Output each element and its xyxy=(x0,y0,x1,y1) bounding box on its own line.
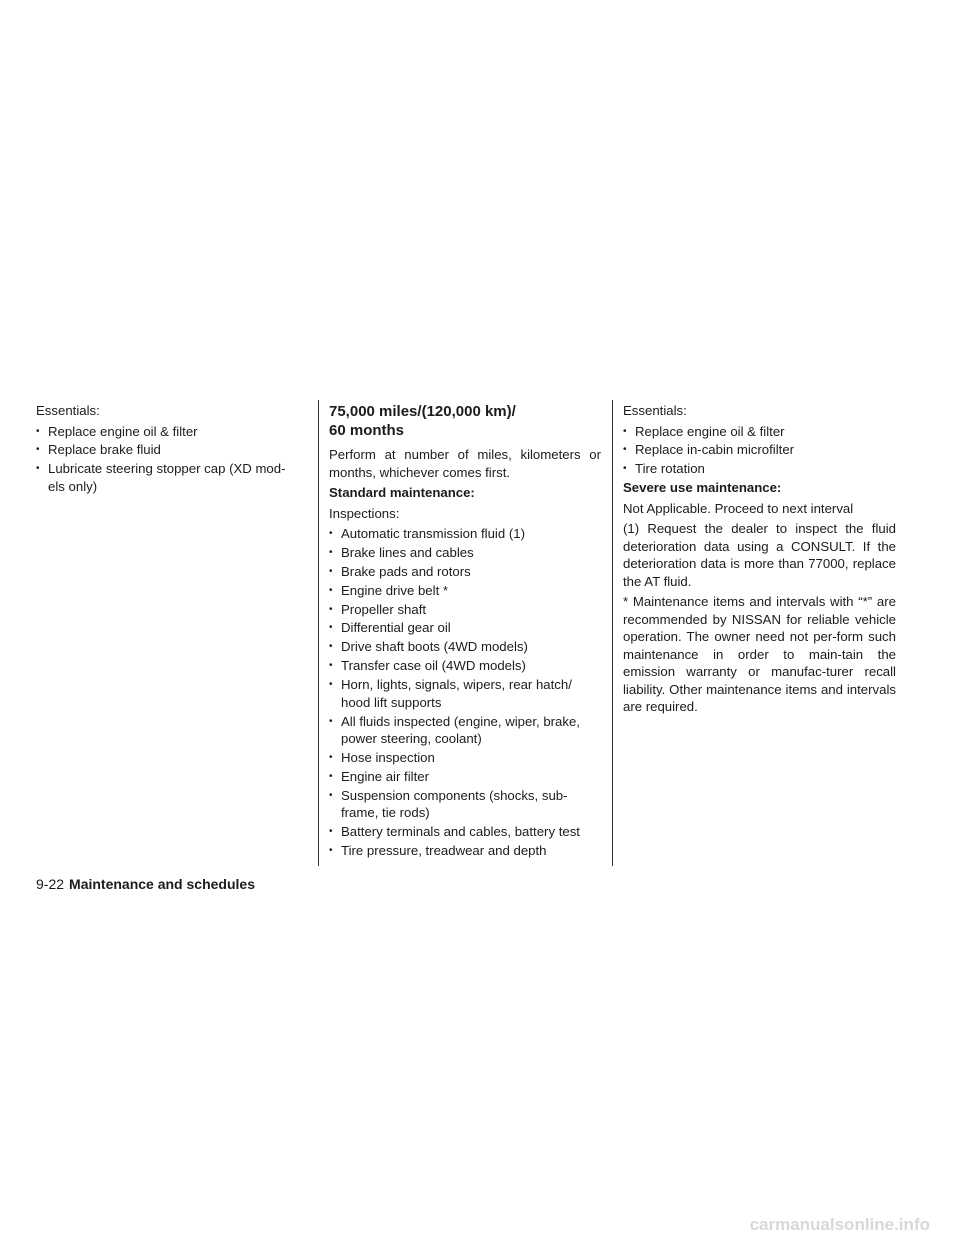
list-item: • Replace engine oil & filter xyxy=(36,423,298,441)
footnote-fluid: (1) Request the dealer to inspect the fluid deterioration data using a CONSULT. If the deterioration data is more than 77000, replace the AT fluid. xyxy=(623,521,896,589)
list-item: • Battery terminals and cables, battery test xyxy=(329,823,601,841)
list-item: • Automatic transmission fluid (1) xyxy=(329,525,601,543)
list-item: • Tire rotation xyxy=(623,460,896,478)
list-item: • Replace engine oil & filter xyxy=(623,423,896,441)
severe-maintenance-text: Not Applicable. Proceed to next interval xyxy=(623,500,854,516)
column-right xyxy=(623,402,896,719)
list-item: • Horn, lights, signals, wipers, rear hatch/ hood lift supports xyxy=(329,676,601,711)
watermark: carmanualsonline.info xyxy=(749,1215,930,1234)
column-divider-right xyxy=(612,400,613,866)
list-item: • Replace brake fluid xyxy=(36,441,298,459)
list-item: • Engine drive belt * xyxy=(329,582,601,600)
column-middle xyxy=(329,402,601,861)
list-item: • Brake lines and cables xyxy=(329,544,601,562)
heading-line: 75,000 miles/(120,000 km)/ xyxy=(329,403,516,420)
list-item: • Lubricate steering stopper cap (XD mod-els only) xyxy=(36,460,298,495)
list-item: • Replace in-cabin microfilter xyxy=(623,441,896,459)
list-item: • Differential gear oil xyxy=(329,619,601,637)
column-divider-left xyxy=(318,400,319,866)
heading-line: 60 months xyxy=(329,422,405,439)
list-item: • Hose inspection xyxy=(329,749,601,767)
essentials-label: Essentials: xyxy=(36,403,100,418)
list-item: • Drive shaft boots (4WD models) xyxy=(329,638,601,656)
list-item: • Transfer case oil (4WD models) xyxy=(329,657,601,675)
essentials-list xyxy=(623,423,896,478)
list-item: • Suspension components (shocks, sub-frame, tie rods) xyxy=(329,787,601,822)
severe-maintenance-label: Severe use maintenance: xyxy=(623,480,782,496)
list-item: • Brake pads and rotors xyxy=(329,563,601,581)
page-footer xyxy=(36,876,255,892)
essentials-label: Essentials: xyxy=(623,403,687,418)
footnote-asterisk: * Maintenance items and intervals with “*” are recommended by NISSAN for reliable vehicle operation. The owner need not per-form such maintenance in order to main-tain the emission warranty or manufac-turer recall liability. Other maintenance items and intervals are required. xyxy=(623,594,896,715)
list-item: • Engine air filter xyxy=(329,768,601,786)
page-number: 9-22 xyxy=(36,876,65,892)
standard-maintenance-label: Standard maintenance: xyxy=(329,485,475,500)
interval-heading xyxy=(329,402,601,440)
inspections-list xyxy=(329,525,601,859)
list-item: • Tire pressure, treadwear and depth xyxy=(329,842,601,860)
essentials-list xyxy=(36,423,298,496)
intro-text: Perform at number of miles, kilometers or months, whichever comes first. xyxy=(329,447,601,480)
inspections-label: Inspections: xyxy=(329,505,400,521)
list-item: • Propeller shaft xyxy=(329,601,601,619)
section-title: Maintenance and schedules xyxy=(69,876,255,892)
list-item: • All fluids inspected (engine, wiper, brake, power steering, coolant) xyxy=(329,713,601,748)
column-left xyxy=(36,402,298,497)
